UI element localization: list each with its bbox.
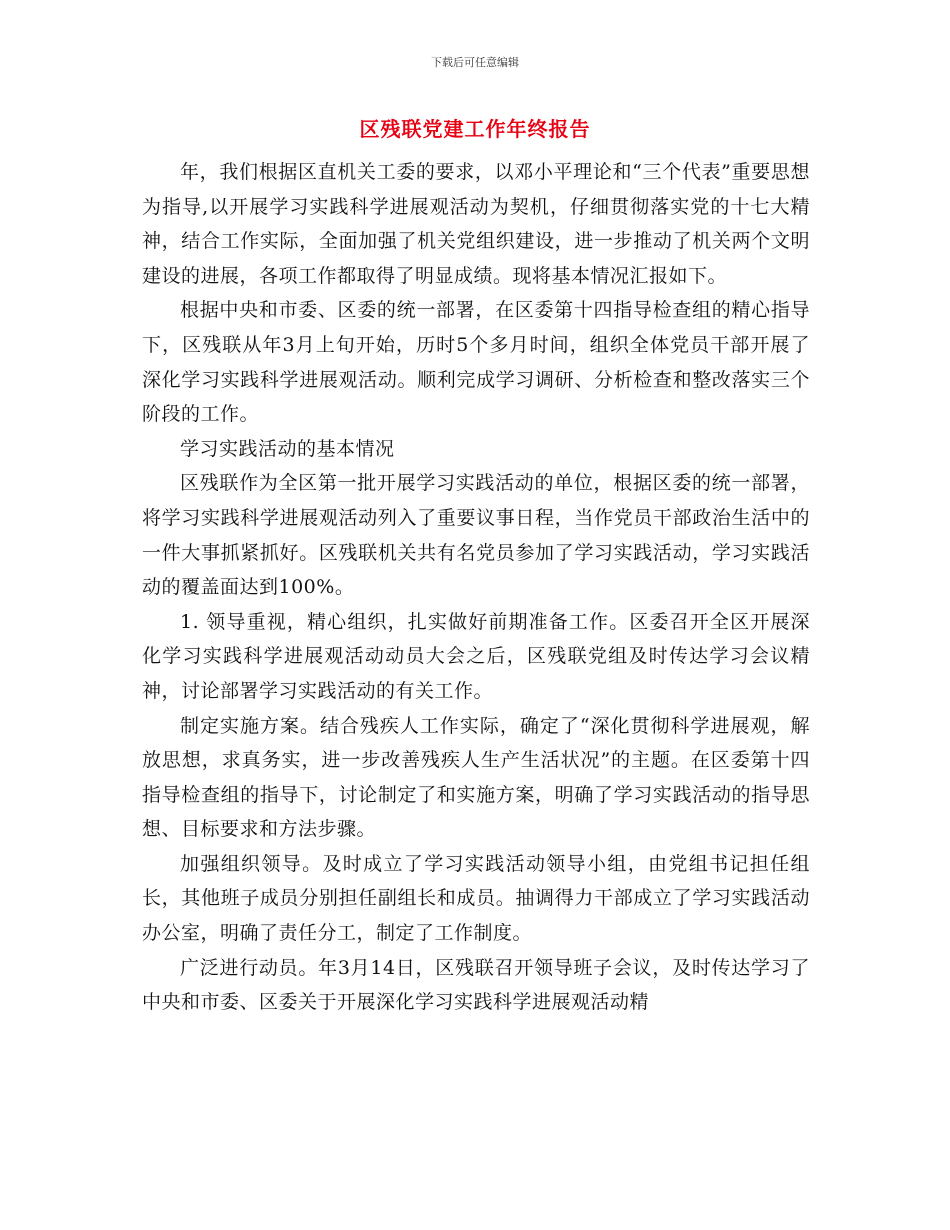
paragraph-intro: 年，我们根据区直机关工委的要求，以邓小平理论和“三个代表”重要思想为指导,以开展学习实践科学进展观活动为契机，仔细贯彻落实党的十七大精神，结合工作实际，全面加强了机关党组织建设，进一步推动了机关两个文明建设的进展，各项工作都取得了明显成绩。现将基本情况汇报如下。 bbox=[142, 161, 810, 287]
header-note: 下载后可任意编辑 bbox=[431, 56, 519, 69]
paragraph-first-batch: 区残联作为全区第一批开展学习实践活动的单位，根据区委的统一部署，将学习实践科学进展观活动列入了重要议事日程，当作党员干部政治生活中的一件大事抓紧抓好。区残联机关共有名党员参加了学习实践活动，学习实践活动的覆盖面达到100%。 bbox=[142, 472, 810, 599]
paragraph-organization-leadership: 加强组织领导。及时成立了学习实践活动领导小组，由党组书记担任组长，其他班子成员分别担任副组长和成员。抽调得力干部成立了学习实践活动办公室，明确了责任分工，制定了工作制度。 bbox=[142, 852, 810, 945]
document-title: 区残联党建工作年终报告 bbox=[359, 117, 591, 141]
section-heading-basic-situation: 学习实践活动的基本情况 bbox=[180, 437, 395, 460]
paragraph-mobilization: 广泛进行动员。年3月14日，区残联召开领导班子会议，及时传达学习了中央和市委、区委关于开展深化学习实践科学进展观活动精 bbox=[142, 956, 810, 1014]
paragraph-implementation-plan: 制定实施方案。结合残疾人工作实际，确定了“深化贯彻科学进展观，解放思想，求真务实，进一步改善残疾人生产生活状况”的主题。在区委第十四指导检查组的指导下，讨论制定了和实施方案，明确了学习实践活动的指导思想、目标要求和方法步骤。 bbox=[142, 714, 810, 841]
paragraph-deployment: 根据中央和市委、区委的统一部署，在区委第十四指导检查组的精心指导下，区残联从年3月上旬开始，历时5个多月时间，组织全体党员干部开展了深化学习实践科学进展观活动。顺利完成学习调研、分析检查和整改落实三个阶段的工作。 bbox=[142, 299, 810, 426]
paragraph-leadership-preparation: 1. 领导重视，精心组织，扎实做好前期准备工作。区委召开全区开展深化学习实践科学进展观活动动员大会之后，区残联党组及时传达学习会议精神，讨论部署学习实践活动的有关工作。 bbox=[142, 610, 810, 702]
document-body bbox=[142, 155, 810, 1020]
